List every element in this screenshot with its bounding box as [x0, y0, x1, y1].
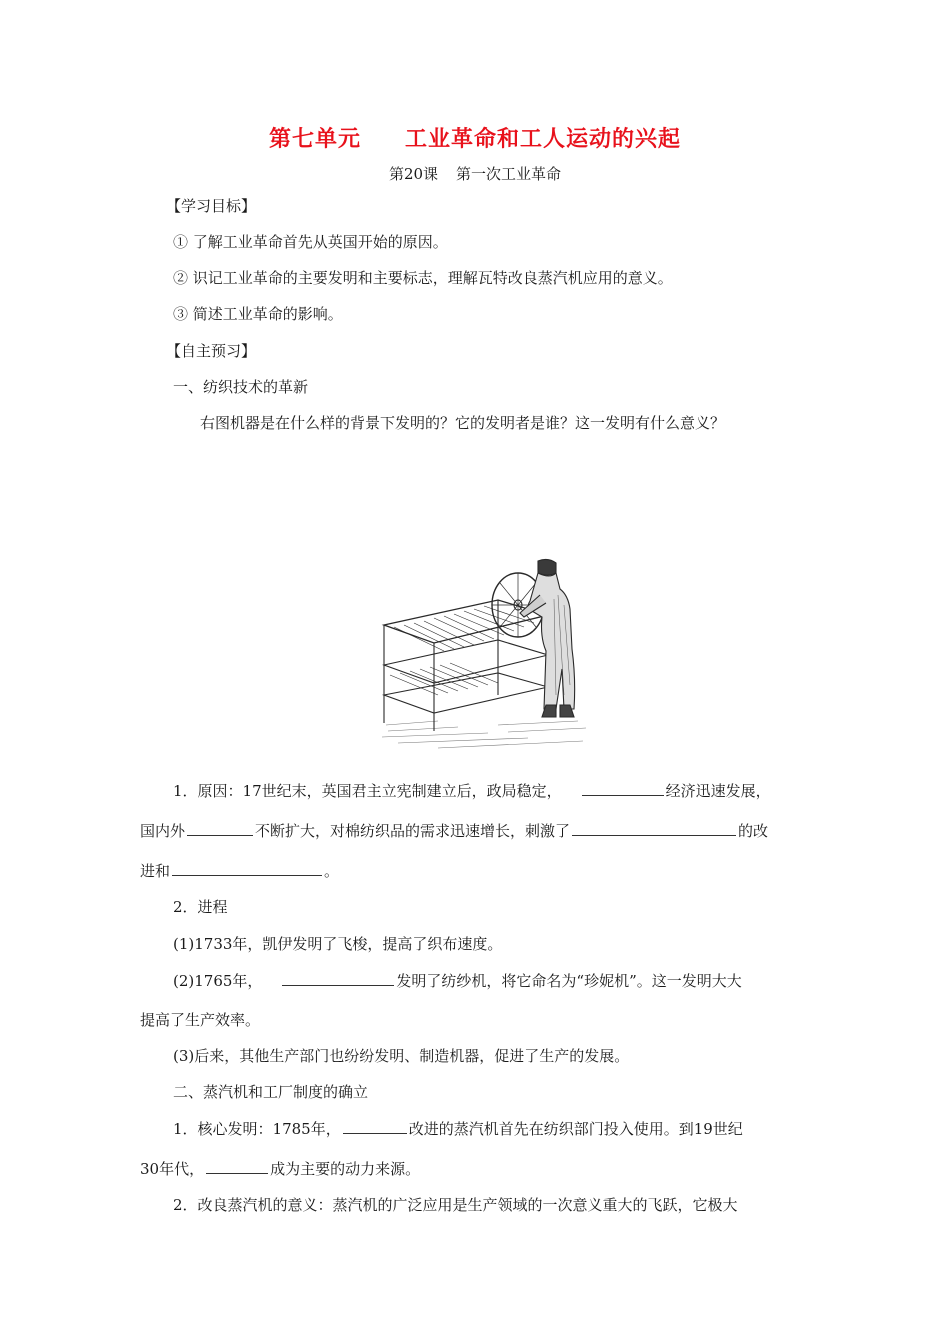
process-item-1: (1)1733年，凯伊发明了飞梭，提高了织布速度。 — [173, 935, 503, 953]
lesson-name: 第一次工业革命 — [456, 165, 562, 183]
lesson-number: 第20课 — [388, 165, 439, 183]
goal-item: ② 识记工业革命的主要发明和主要标志，理解瓦特改良蒸汽机应用的意义。 — [173, 269, 673, 287]
answer-blank[interactable] — [582, 780, 664, 796]
preview-heading: 【自主预习】 — [166, 342, 257, 360]
steam-engine-meaning: 2．改良蒸汽机的意义：蒸汽机的广泛应用是生产领域的一次意义重大的飞跃，它极大 — [173, 1196, 738, 1214]
cause-line-2: 国内外 不断扩大，对棉纺织品的需求迅速增长，刺激了 的改 — [140, 822, 769, 840]
answer-blank[interactable] — [282, 970, 394, 986]
process-item-2-cont: 提高了生产效率。 — [140, 1011, 261, 1029]
answer-blank[interactable] — [343, 1118, 407, 1134]
spinning-jenny-illustration — [378, 555, 590, 753]
process-item-3: (3)后来，其他生产部门也纷纷发明、制造机器，促进了生产的发展。 — [173, 1047, 630, 1065]
answer-blank[interactable] — [172, 860, 322, 876]
figure-question: 右图机器是在什么样的背景下发明的？它的发明者是谁？这一发明有什么意义？ — [200, 414, 726, 432]
goals-heading: 【学习目标】 — [166, 197, 257, 215]
answer-blank[interactable] — [572, 820, 736, 836]
section-title: 二、蒸汽机和工厂制度的确立 — [173, 1083, 369, 1101]
unit-number: 第七单元 — [268, 127, 361, 152]
answer-blank[interactable] — [187, 820, 253, 836]
cause-line-3: 进和 。 — [140, 862, 340, 880]
answer-blank[interactable] — [206, 1158, 268, 1174]
section-title: 一、纺织技术的革新 — [173, 378, 309, 396]
unit-title — [0, 122, 950, 153]
core-invention-line-2: 30年代， 成为主要的动力来源。 — [140, 1160, 421, 1178]
process-title: 2．进程 — [173, 898, 228, 916]
lesson-title — [0, 163, 950, 184]
core-invention-line-1: 1．核心发明：1785年， 改进的蒸汽机首先在纺织部门投入使用。到19世纪 — [173, 1120, 743, 1138]
goal-item: ① 了解工业革命首先从英国开始的原因。 — [173, 233, 448, 251]
process-item-2: (2)1765年， 发明了纺纱机，将它命名为“珍妮机”。这一发明大大 — [173, 972, 742, 990]
unit-name: 工业革命和工人运动的兴起 — [405, 127, 682, 152]
cause-line-1: 1．原因：17世纪末，英国君主立宪制建立后，政局稳定， 经济迅速发展， — [173, 782, 771, 800]
goal-item: ③ 简述工业革命的影响。 — [173, 305, 343, 323]
